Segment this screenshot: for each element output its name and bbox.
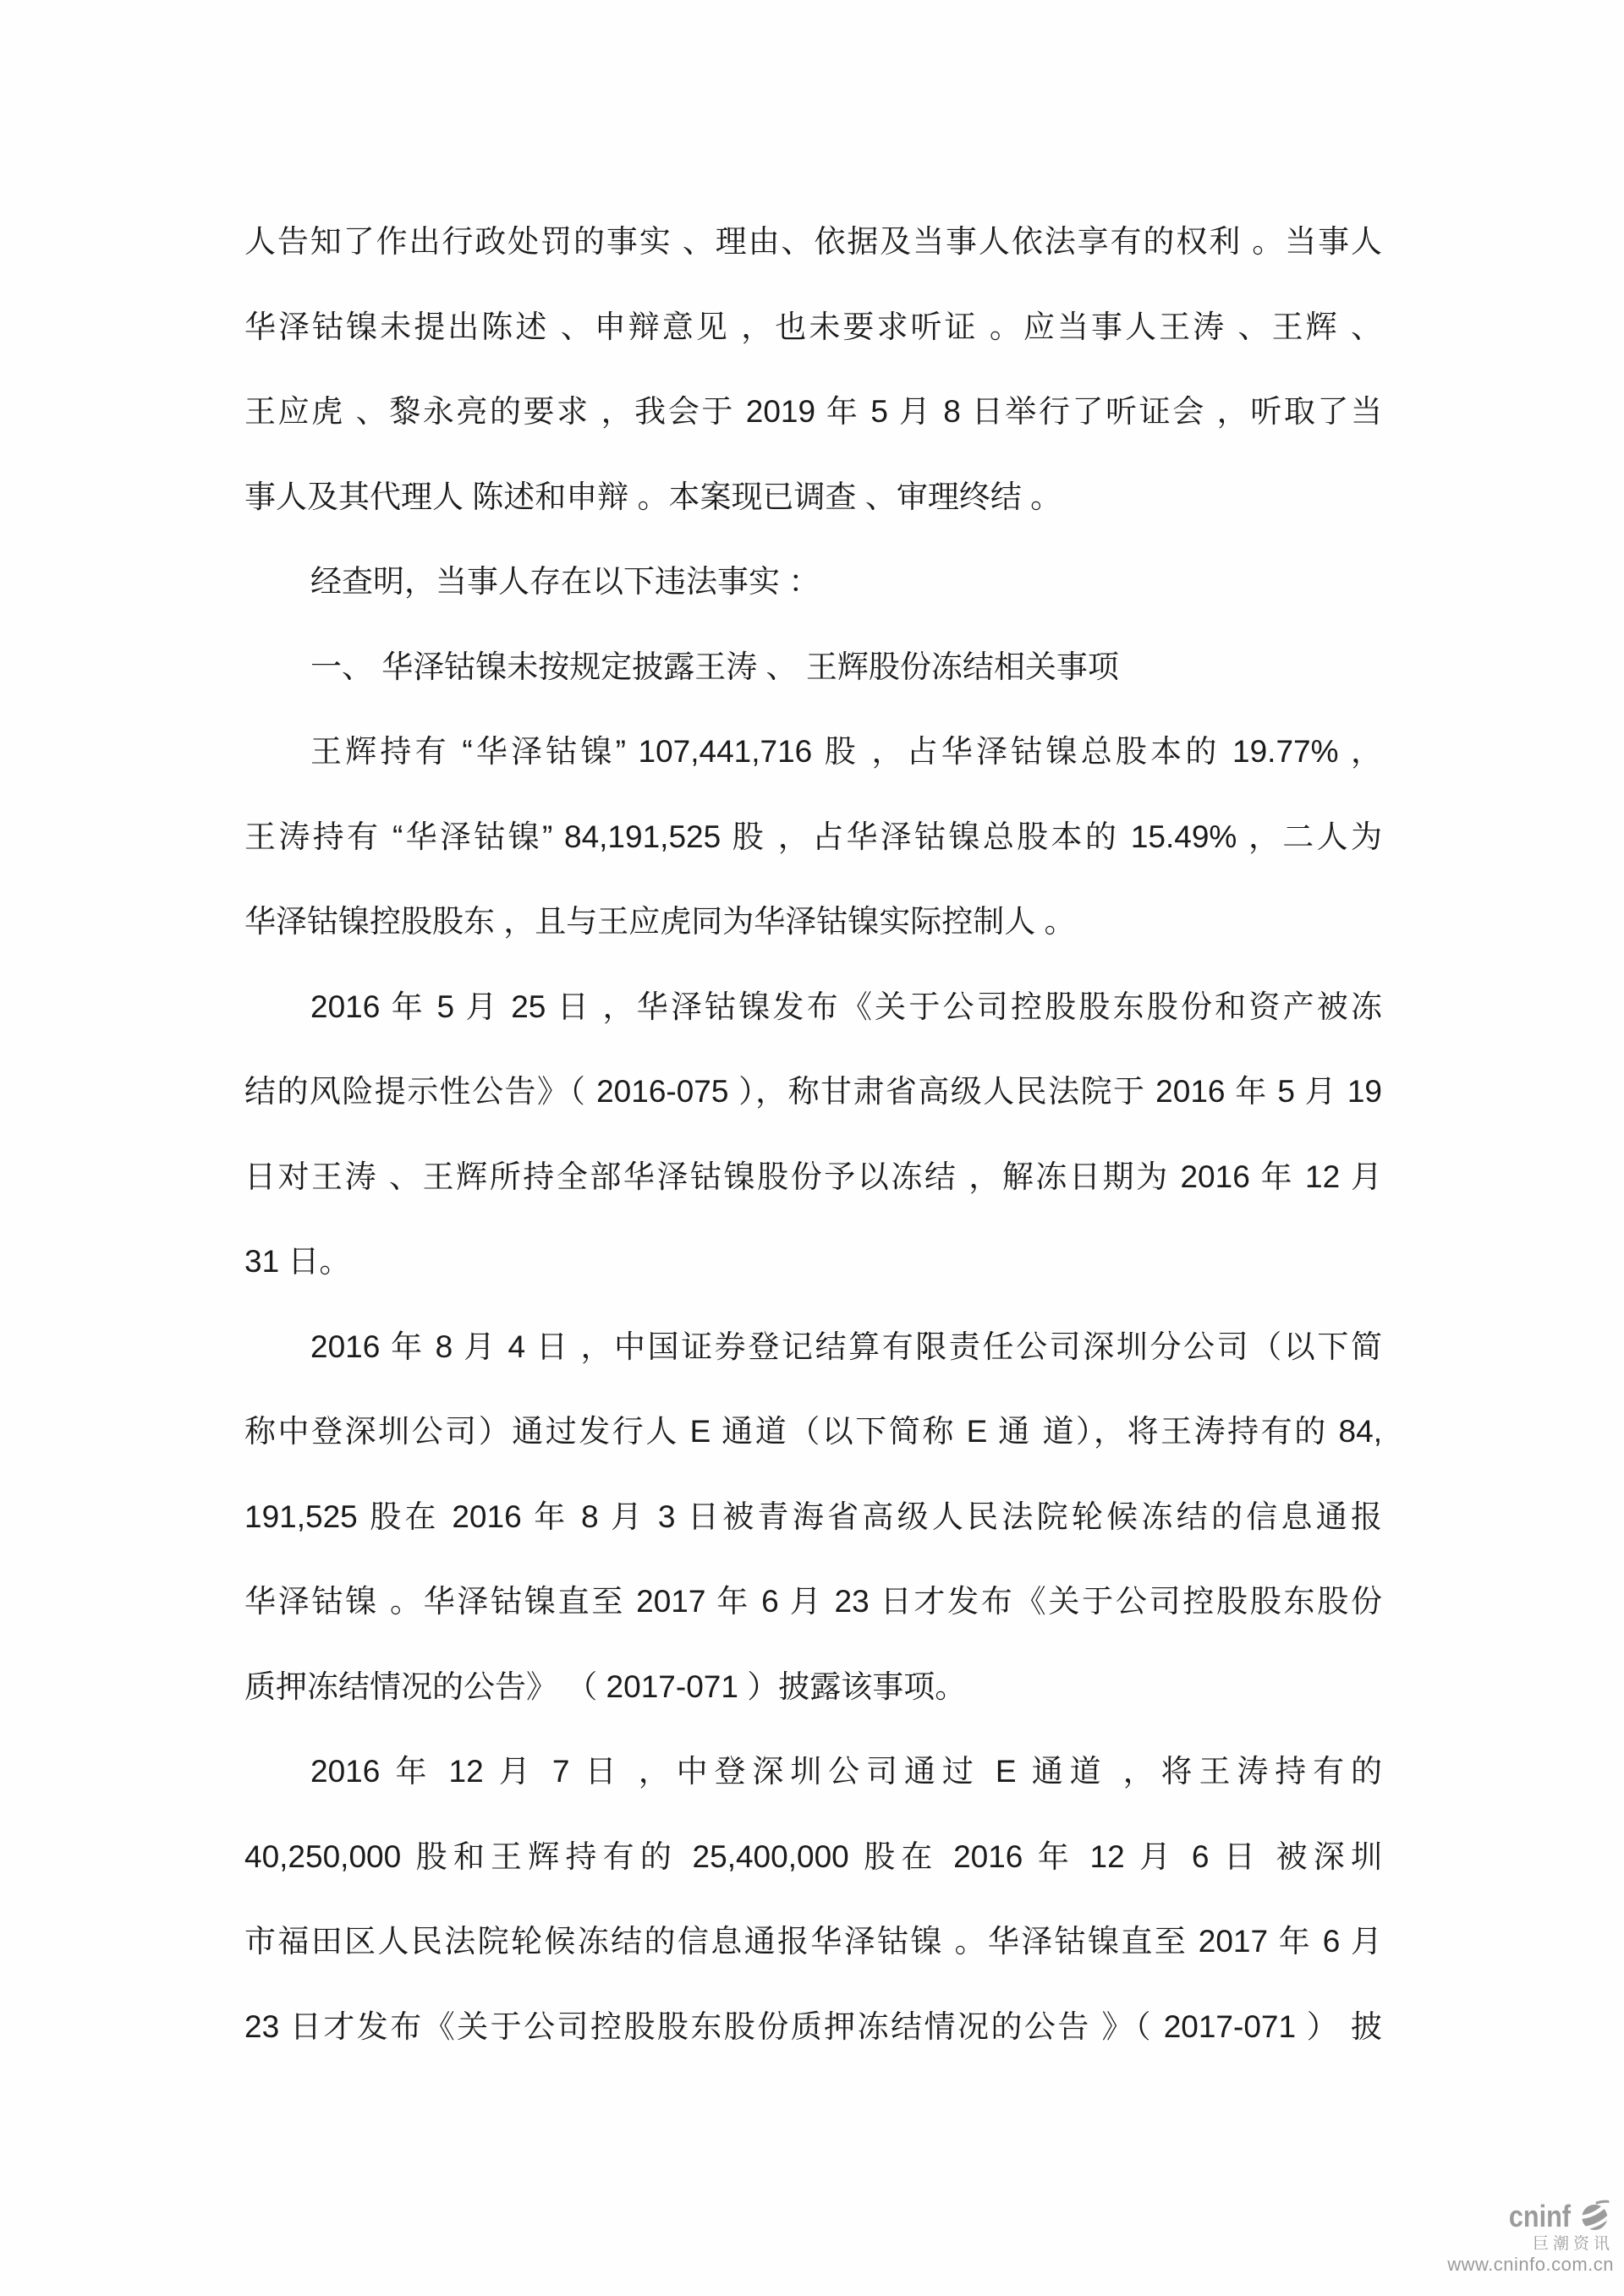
text-line: 结的风险提示性公告》（ 2016-075 ），称甘肃省高级人民法院于 2016 年 5 月 19: [244, 1074, 1382, 1109]
cninfo-watermark: [1447, 2200, 1614, 2274]
text-line: 一、 华泽钴镍未按规定披露王涛 、 王辉股份冻结相关事项: [310, 649, 1119, 684]
cninfo-logo-row: [1447, 2200, 1614, 2233]
text-line: 191,525 股在 2016 年 8 月 3 日被青海省高级人民法院轮候冻结的信息通报: [244, 1499, 1382, 1534]
text-line: 2016 年 12 月 7 日 ，中登深圳公司通过 E 通道 ，将王涛持有的: [310, 1754, 1382, 1789]
text-line: 市福田区人民法院轮候冻结的信息通报华泽钴镍 。华泽钴镍直至 2017 年 6 月: [244, 1924, 1382, 1959]
cninfo-url: www.cninfo.com.cn: [1447, 2254, 1614, 2275]
text-line: 华泽钴镍 。华泽钴镍直至 2017 年 6 月 23 日才发布《关于公司控股股东股份: [244, 1584, 1382, 1619]
text-line: 质押冻结情况的公告》 （ 2017-071 ）披露该事项。: [244, 1669, 967, 1704]
text-line: 经查明，当事人存在以下违法事实 ：: [310, 564, 820, 599]
text-line: 王应虎 、黎永亮的要求 ，我会于 2019 年 5 月 8 日举行了听证会 ，听取了当: [244, 394, 1382, 429]
cninfo-logo-text: cninf: [1508, 2199, 1571, 2233]
text-line: 2016 年 8 月 4 日 ，中国证券登记结算有限责任公司深圳分公司（以下简: [310, 1329, 1382, 1364]
globe-swoosh-icon: [1575, 2200, 1614, 2233]
text-line: 华泽钴镍未提出陈述 、申辩意见 ，也未要求听证 。应当事人王涛 、王辉 、: [244, 309, 1382, 344]
cninfo-chinese-name: 巨潮资讯: [1532, 2235, 1614, 2253]
text-line: 40,250,000 股和王辉持有的 25,400,000 股在 2016 年 12 月 6 日 被深圳: [244, 1838, 1382, 1874]
text-line: 31 日。: [244, 1244, 351, 1279]
text-line: 华泽钴镍控股股东 ，且与王应虎同为华泽钴镍实际控制人 。: [244, 904, 1076, 939]
text-line: 事人及其代理人 陈述和申辩 。本案现已调查 、审理终结 。: [244, 479, 1062, 514]
text-line: 人告知了作出行政处罚的事实 、理由、依据及当事人依法享有的权利 。当事人: [244, 224, 1382, 259]
text-line: 23 日才发布《关于公司控股股东股份质押冻结情况的公告 》（ 2017-071 ） 披: [244, 2008, 1382, 2044]
text-line: 王辉持有 “华泽钴镍” 107,441,716 股 ，占华泽钴镍总股本的 19.77% ，: [310, 734, 1382, 769]
text-line: 日对王涛 、王辉所持全部华泽钴镍股份予以冻结 ，解冻日期为 2016 年 12 月: [244, 1159, 1382, 1194]
document-body: [244, 200, 1382, 2069]
text-line: 王涛持有 “华泽钴镍” 84,191,525 股 ，占华泽钴镍总股本的 15.49% ，二人为: [244, 819, 1382, 854]
text-line: 2016 年 5 月 25 日 ，华泽钴镍发布《关于公司控股股东股份和资产被冻: [310, 989, 1382, 1024]
text-line: 称中登深圳公司）通过发行人 E 通道（以下简称 E 通 道），将王涛持有的 84,: [244, 1414, 1382, 1449]
